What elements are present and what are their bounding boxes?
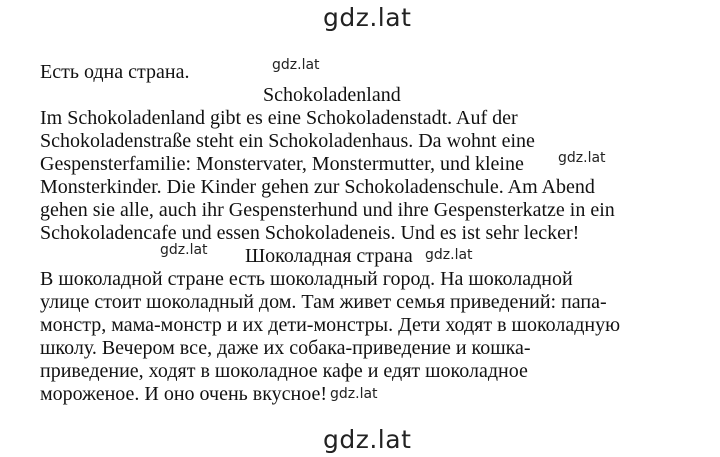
paragraph-line: мороженое. И оно очень вкусное! bbox=[40, 383, 328, 405]
paragraph-line: улице стоит шоколадный дом. Там живет семья приведений: папа- bbox=[40, 291, 607, 313]
paragraph-line: Schokoladenstraße steht ein Schokoladenhaus. Da wohnt eine bbox=[40, 130, 535, 152]
paragraph-line: gehen sie alle, auch ihr Gespensterhund und ihre Gespensterkatze in ein bbox=[40, 199, 615, 221]
intro-text: Есть одна страна. bbox=[40, 61, 190, 83]
watermark-top: gdz.lat bbox=[323, 3, 412, 32]
paragraph-line: Gespensterfamilie: Monstervater, Monstermutter, und kleine bbox=[40, 153, 524, 175]
paragraph-line: В шоколадной стране есть шоколадный город. На шоколадной bbox=[40, 268, 573, 290]
watermark-inline: gdz.lat bbox=[425, 247, 473, 263]
paragraph-line: Monsterkinder. Die Kinder gehen zur Schokoladenschule. Am Abend bbox=[40, 176, 595, 198]
paragraph-line: Im Schokoladenland gibt es eine Schokoladenstadt. Auf der bbox=[40, 107, 518, 129]
watermark-inline: gdz.lat bbox=[160, 242, 208, 258]
watermark-bottom: gdz.lat bbox=[323, 425, 412, 454]
paragraph-line: школу. Вечером все, даже их собака-приведение и кошка- bbox=[40, 337, 531, 359]
paragraph-line: приведение, ходят в шоколадное кафе и едят шоколадное bbox=[40, 360, 528, 382]
german-title: Schokoladenland bbox=[263, 84, 401, 106]
watermark-inline: gdz.lat bbox=[272, 57, 320, 73]
watermark-inline: gdz.lat bbox=[330, 386, 378, 402]
paragraph-line: монстр, мама-монстр и их дети-монстры. Дети ходят в шоколадную bbox=[40, 314, 621, 336]
russian-title: Шоколадная страна bbox=[245, 245, 413, 267]
watermark-inline: gdz.lat bbox=[558, 150, 606, 166]
paragraph-line: Schokoladencafe und essen Schokoladeneis. Und es ist sehr lecker! bbox=[40, 222, 580, 244]
